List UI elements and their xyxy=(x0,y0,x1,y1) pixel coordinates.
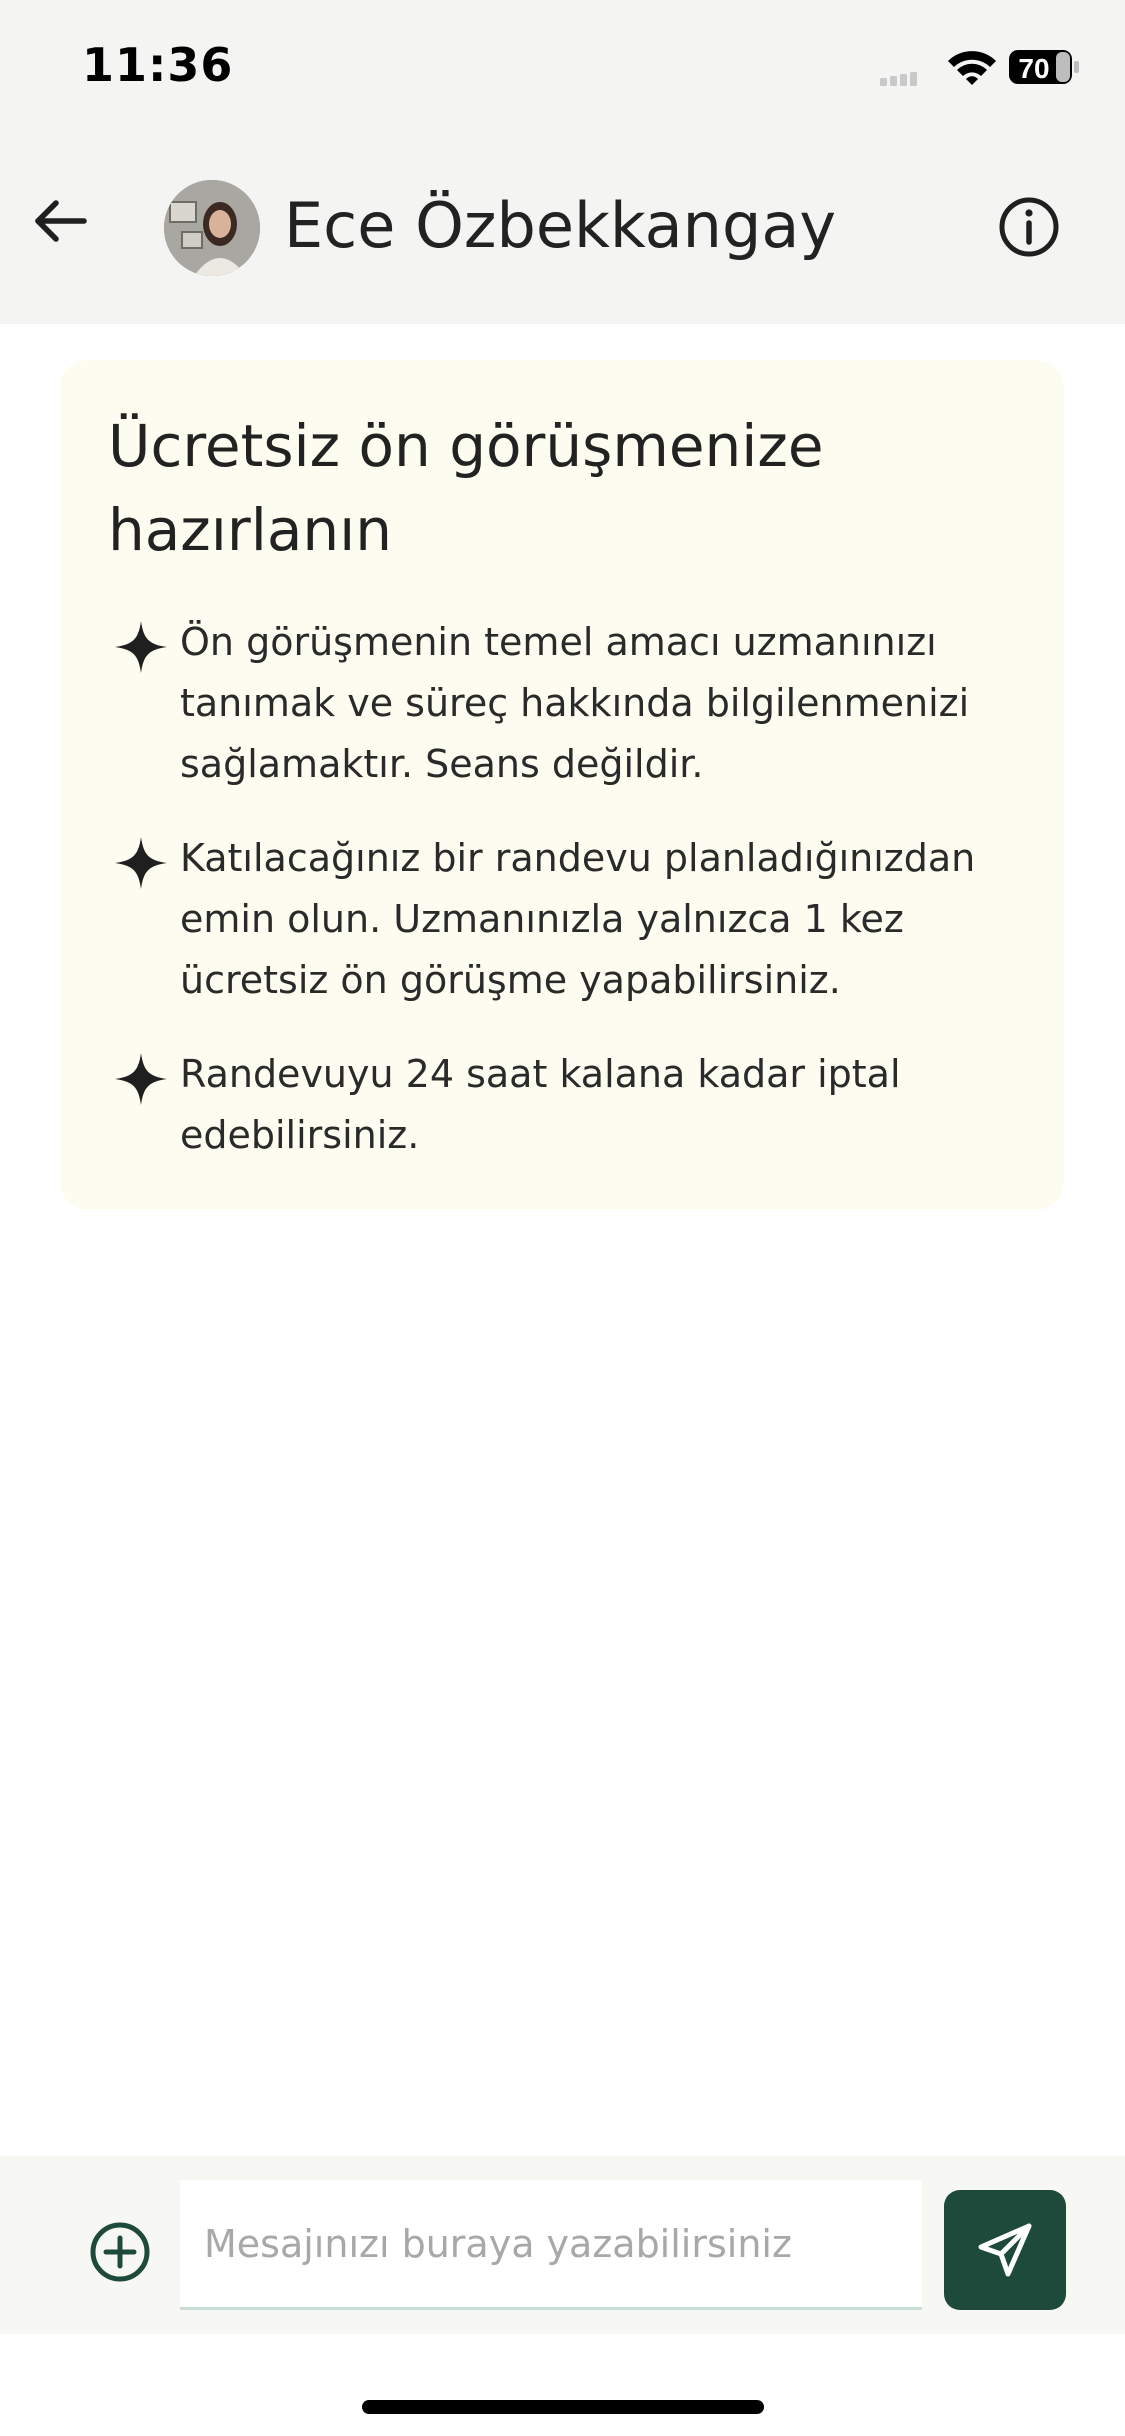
message-input[interactable] xyxy=(180,2180,922,2310)
tip-text: Randevuyu 24 saat kalana kadar iptal edebilirsiniz. xyxy=(180,1052,901,1157)
send-icon xyxy=(973,2218,1037,2282)
sparkle-icon xyxy=(114,1052,168,1106)
status-bar xyxy=(0,0,1125,130)
back-button[interactable] xyxy=(26,186,96,256)
tip-text: Ön görüşmenin temel amacı uzmanınızı tanımak ve süreç hakkında bilgilenmenizi sağlamaktır. Seans değildir. xyxy=(180,620,970,786)
info-circle-icon xyxy=(1002,200,1056,254)
contact-name: Ece Özbekkangay xyxy=(284,189,837,262)
preparation-card xyxy=(60,360,1064,1210)
avatar-photo xyxy=(164,180,260,276)
card-title: Ücretsiz ön görüşmenize hazırlanın xyxy=(108,412,824,564)
arrow-left-icon xyxy=(38,203,84,239)
battery-icon xyxy=(1008,48,1080,86)
sparkle-icon xyxy=(114,836,168,890)
message-composer xyxy=(0,2156,1125,2334)
avatar[interactable] xyxy=(164,180,260,276)
cellular-signal-icon xyxy=(880,72,920,86)
info-button[interactable] xyxy=(994,192,1064,262)
chat-header xyxy=(0,130,1125,324)
home-indicator xyxy=(362,2400,764,2414)
status-time: 11:36 xyxy=(82,38,234,92)
add-attachment-button[interactable] xyxy=(84,2216,156,2288)
send-button[interactable] xyxy=(944,2190,1066,2310)
sparkle-icon xyxy=(114,620,168,674)
plus-circle-icon xyxy=(93,2225,147,2279)
tip-text: Katılacağınız bir randevu planladığınızdan emin olun. Uzmanınızla yalnızca 1 kez ücretsiz ön görüşme yapabilirsiniz. xyxy=(180,836,976,1002)
battery-level: 70 xyxy=(1018,53,1050,84)
wifi-icon xyxy=(946,48,998,86)
